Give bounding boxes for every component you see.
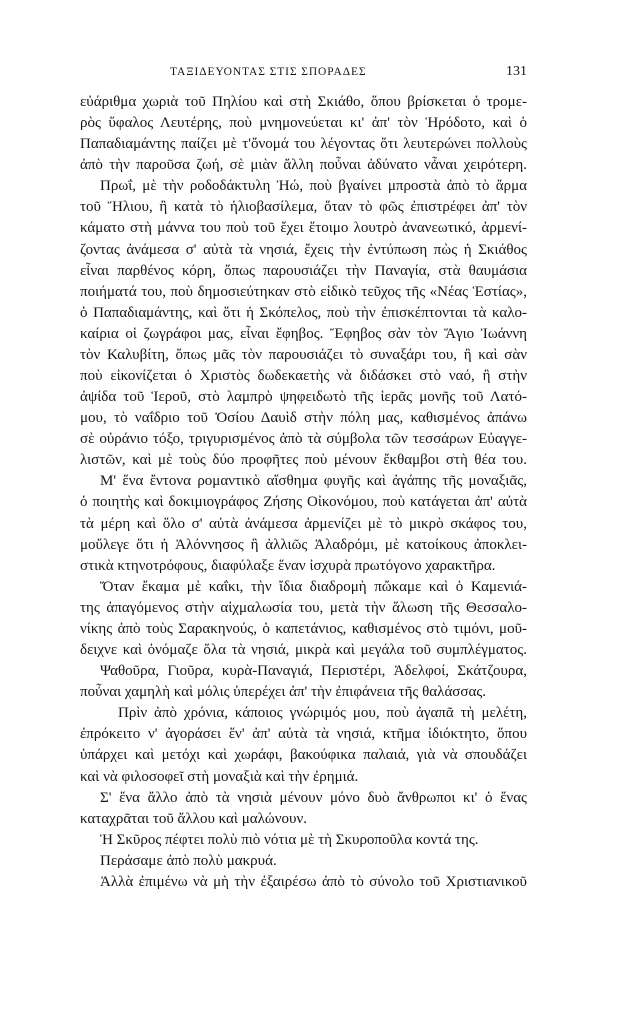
text-line: ζοντας ἀνάμεσα σ' αὐτὰ τὰ νησιά, ἔχεις τὴν ἐντύπωση πὼς ἡ Σκιάθος xyxy=(80,241,527,258)
paragraph xyxy=(80,830,527,851)
text-line: τὸν Καλυβίτη, ὅπως μᾶς τὸν παρουσιάζει τὸ συναξάρι του, ἢ καὶ σὰν xyxy=(80,346,527,363)
paragraph xyxy=(80,788,527,830)
paragraph xyxy=(80,703,527,787)
paragraph xyxy=(80,176,527,471)
text-line: ἀψίδα τοῦ Ἱεροῦ, στὸ λαμπρὸ ψηφειδωτὸ τῆς ἱερᾶς μονῆς τοῦ Λατό- xyxy=(80,389,527,406)
text-line: λιστῶν, καὶ μὲ τοὺς δύο προφῆτες ποὺ μένουν ἔκθαμβοι στὴ θέα του. xyxy=(80,452,527,469)
text-line: Πρωΐ, μὲ τὴν ροδοδάκτυλη Ἠώ, ποὺ βγαίνει μπροστὰ ἀπὸ τὸ ἅρμα xyxy=(100,178,527,195)
text-line: ποὺ εἰκονίζεται ὁ Χριστὸς δωδεκαετὴς νὰ διδάσκει στὸ ναό, ἢ στὴν xyxy=(80,368,527,385)
text-line: ἀπὸ τὴν παροῦσα ζωή, σὲ μιὰν ἄλλη ποὖναι ἀδύνατο νἆναι χειρότερη. xyxy=(80,157,527,174)
text-line: τὰ μέρη καὶ ὅλο σ' αὐτὰ ἀνάμεσα ἀρμενίζει μὲ τὸ μικρὸ σκάφος του, xyxy=(80,515,527,532)
text-body xyxy=(80,92,527,893)
text-line: Σ' ἕνα ἄλλο ἀπὸ τὰ νησιὰ μένουν μόνο δυὸ ἄνθρωποι κι' ὁ ἕνας xyxy=(100,789,527,806)
text-line: κάματο στὴ μάννα του ποὺ τοῦ ἔχει ἕτοιμο λουτρὸ ἀνανεωτικό, ἀρμενί- xyxy=(80,220,527,237)
text-line: δειχνε καὶ ὀνόμαζε ὅλα τὰ νησιά, μικρὰ καὶ μεγάλα τοῦ συμπλέγματος. xyxy=(80,642,527,659)
text-line: ὁ ποιητὴς καὶ δοκιμιογράφος Ζήσης Οἰκονόμου, ποὺ κατάγεται ἀπ' αὐτὰ xyxy=(80,494,527,511)
text-line: Ψαθοῦρα, Γιοῦρα, κυρὰ-Παναγιά, Περιστέρι, Ἀδελφοί, Σκάτζουρα, xyxy=(100,663,527,680)
text-line: της ἀπαγόμενος στὴν αἰχμαλωσία του, μετὰ τὴν ἅλωση τῆς Θεσσαλο- xyxy=(80,599,527,616)
text-line: εἶναι παρθένος κόρη, ὅπως παρουσιάζει τὴν Παναγία, στὰ θαυμάσια xyxy=(80,262,527,279)
text-line: ποὖναι χαμηλὴ καὶ μόλις ὑπερέχει ἀπ' τὴν ἐπιφάνεια τῆς θαλάσσας. xyxy=(80,684,487,701)
text-line: στικὰ κτηνοτρόφους, διαφύλαξε ἕναν ἰσχυρὰ πρωτόγονο χαρακτῆρα. xyxy=(80,557,496,574)
text-line: καὶ νὰ φιλοσοφεῖ στὴ μοναξιὰ καὶ τὴν ἐρημιά. xyxy=(80,768,359,785)
text-line: Ὅταν ἔκαμα μὲ καΐκι, τὴν ἴδια διαδρομὴ πὤκαμε καὶ ὁ Καμενιά- xyxy=(100,578,527,595)
text-line: σὲ οὐράνιο τόξο, τριγυρισμένος ἀπὸ τὰ σύμβολα τῶν τεσσάρων Εὐαγγε- xyxy=(80,431,527,448)
text-line: Πρὶν ἀπὸ χρόνια, κάποιος γνώριμός μου, ποὺ ἀγαπᾶ τὴ μελέτη, xyxy=(118,705,527,722)
text-line: Ἡ Σκῦρος πέφτει πολὺ πιὸ νότια μὲ τὴ Σκυροποῦλα κοντά της. xyxy=(100,831,479,848)
text-line: νίκης ἀπὸ τοὺς Σαρακηνούς, ὁ καπετάνιος, καθισμένος στὸ τιμόνι, μοῦ- xyxy=(80,620,527,637)
text-line: Παπαδιαμάντης παίζει μὲ τ'ὄνομά του λέγοντας ὅτι λευτερώνει πολλοὺς xyxy=(80,136,527,153)
page-number: 131 xyxy=(506,64,527,79)
text-line: καταχρᾶται τοῦ ἄλλου καὶ μαλώνουν. xyxy=(80,810,307,827)
paragraph xyxy=(80,471,527,576)
text-line: ὑπάρχει καὶ μετόχι καὶ χωράφι, βακούφικα παλαιά, γιὰ νὰ σπουδάζει xyxy=(80,747,527,764)
paragraph xyxy=(80,872,527,893)
text-line: μοὔλεγε ὅτι ἡ Ἀλόννησος ἢ ἀλλιῶς Ἀλαδρόμι, μὲ κατοίκους ἀποκλει- xyxy=(80,536,527,553)
paragraph xyxy=(80,661,527,703)
text-line: ποιήματά του, ποὺ δημοσιεύτηκαν στὸ εἰδικὸ τεῦχος τῆς «Νέας Ἑστίας», xyxy=(80,283,527,300)
running-title: ΤΑΞΙΔΕΥΟΝΤΑΣ ΣΤΙΣ ΣΠΟΡΑΔΕΣ xyxy=(170,66,367,78)
text-line: μου, τὸ ναΐδριο τοῦ Ὁσίου Δαυὶδ στὴν πόλη μας, καθισμένος ἀπάνω xyxy=(80,410,527,427)
text-line: Μ' ἕνα ἔντονα ρομαντικὸ αἴσθημα φυγῆς καὶ ἀγάπης τῆς μοναξιᾶς, xyxy=(100,473,527,490)
paragraph xyxy=(80,577,527,661)
text-line: εὐάριθμα χωριὰ τοῦ Πηλίου καὶ στὴ Σκιάθο, ὅπου βρίσκεται ὁ τρομε- xyxy=(80,94,527,110)
text-line: Ἀλλὰ ἐπιμένω νὰ μὴ τὴν ἐξαιρέσω ἀπὸ τὸ σύνολο τοῦ Χριστιανικοῦ xyxy=(100,873,527,890)
text-line: τοῦ Ἥλιου, ἢ κατὰ τὸ ἡλιοβασίλεμα, ὅταν τὸ φῶς ἐπιστρέφει ἀπ' τὸν xyxy=(80,199,527,216)
text-line: ρὸς ὕφαλος Λευτέρης, ποὺ μνημονεύεται κι' ἀπ' τὸν Ἡρόδοτο, καὶ ὁ xyxy=(80,115,527,132)
paragraph xyxy=(80,851,527,872)
text-line: καίρια οἱ ζωγράφοι μας, εἶναι ἔφηβος. Ἔφηβος σὰν τὸν Ἅγιο Ἰωάννη xyxy=(80,325,527,342)
text-line: Περάσαμε ἀπὸ πολὺ μακρυά. xyxy=(100,852,277,869)
text-line: ὁ Παπαδιαμάντης, καὶ ὅτι ἡ Σκόπελος, ποὺ τὴν ἐπισκέπτονται τὰ καλο- xyxy=(80,304,527,321)
paragraph xyxy=(80,92,527,176)
text-line: ἐπρόκειτο ν' ἀγοράσει ἕν' ἀπ' αὐτὰ τὰ νησιά, κτῆμα ἰδιόκτητο, ὅπου xyxy=(80,726,527,743)
